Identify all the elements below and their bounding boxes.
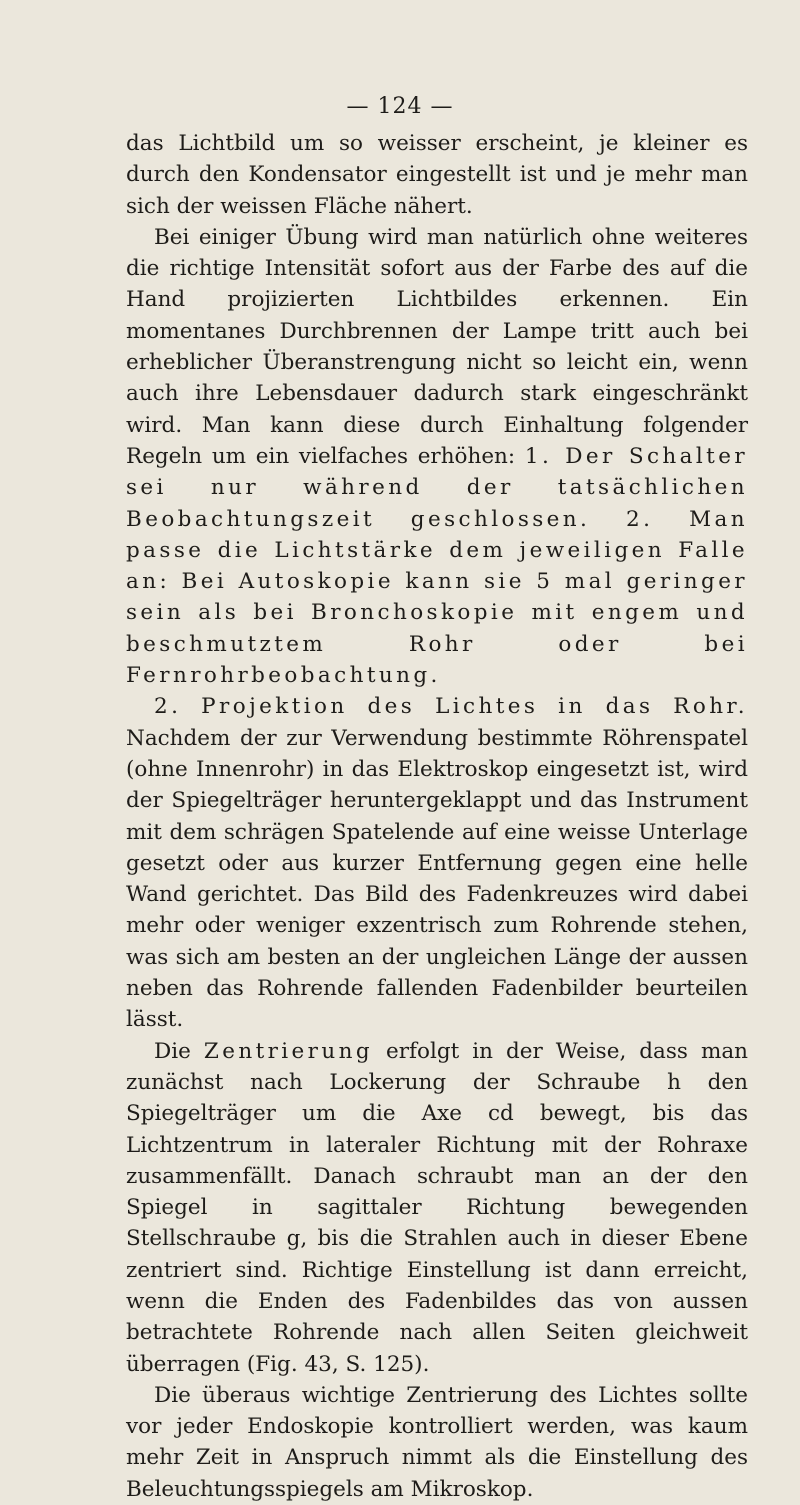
section-heading-projection: 2. Projektion des Lichtes in das Rohr. [154, 694, 748, 720]
lamp-intensity-intro: Bei einiger Übung wird man natürlich ohne weiteres die richtige Intensität sofort aus der Farbe des auf die Hand projizierten Lichtbildes erkennen. Ein momentanes Durchbrennen der Lampe tritt auch bei erheblicher Überanstrengung nicht so leicht ein, wenn auch ihre Lebensdauer dadurch stark eingeschränkt wird. Man kann diese durch Einhaltung folgender Regeln um ein vielfaches erhöhen: [126, 224, 748, 469]
centering-term: Zentrierung [203, 1038, 374, 1064]
page-number: — 124 — [346, 94, 454, 119]
projection-body: Nachdem der zur Verwendung bestimmte Röhrenspatel (ohne Innenrohr) in das Elektroskop eingesetzt ist, wird der Spiegelträger heruntergeklappt und das Instrument mit dem schrägen Spatelende auf eine weisse Unterlage gesetzt oder aus kurzer Entfernung gegen eine helle Wand gerichtet. Das Bild des Fadenkreuzes wird dabei mehr oder weniger exzentrisch zum Rohrende stehen, was sich am besten an der ungleichen Länge der aussen neben das Rohrende fallenden Fadenbilder beurteilen lässt. [126, 725, 748, 1033]
paragraph-lamp-intensity [126, 222, 748, 691]
paragraph-projection [126, 691, 748, 1035]
paragraph-centering [126, 1036, 748, 1380]
centering-body: erfolgt in der Weise, dass man zunächst nach Lockerung der Schraube h den Spiegelträger um die Axe cd bewegt, bis das Lichtzentrum in lateraler Richtung mit der Rohraxe zusammenfällt. Danach schraubt man an der den Spiegel in sagittaler Richtung bewegenden Stellschraube g, bis die Strahlen auch in dieser Ebene zentriert sind. Richtige Einstellung ist dann erreicht, wenn die Enden des Fadenbildes das von aussen betrachtete Rohrende nach allen Seiten gleichweit überragen (Fig. 43, S. 125). [126, 1038, 748, 1377]
paragraph-conclusion: Die überaus wichtige Zentrierung des Lichtes sollte vor jeder Endoskopie kontrolliert werden, was kaum mehr Zeit in Anspruch nimmt als die Einstellung des Beleuchtungsspiegels am Mikroskop. [126, 1382, 748, 1502]
centering-start: Die [154, 1038, 191, 1064]
body-text [126, 128, 748, 1505]
lamp-rules: 1. Der Schalter sei nur während der tatsächlichen Beobachtungszeit geschlossen. 2. Man passe die Lichtstärke dem jeweiligen Falle an: Bei Autoskopie kann sie 5 mal geringer sein als bei Bronchoskopie mit engem und beschmutztem Rohr oder bei Fernrohrbeobachtung. [126, 443, 749, 689]
paragraph-continuation: das Lichtbild um so weisser erscheint, je kleiner es durch den Kondensator eingestellt ist und je mehr man sich der weissen Fläche nähert. [126, 131, 748, 219]
